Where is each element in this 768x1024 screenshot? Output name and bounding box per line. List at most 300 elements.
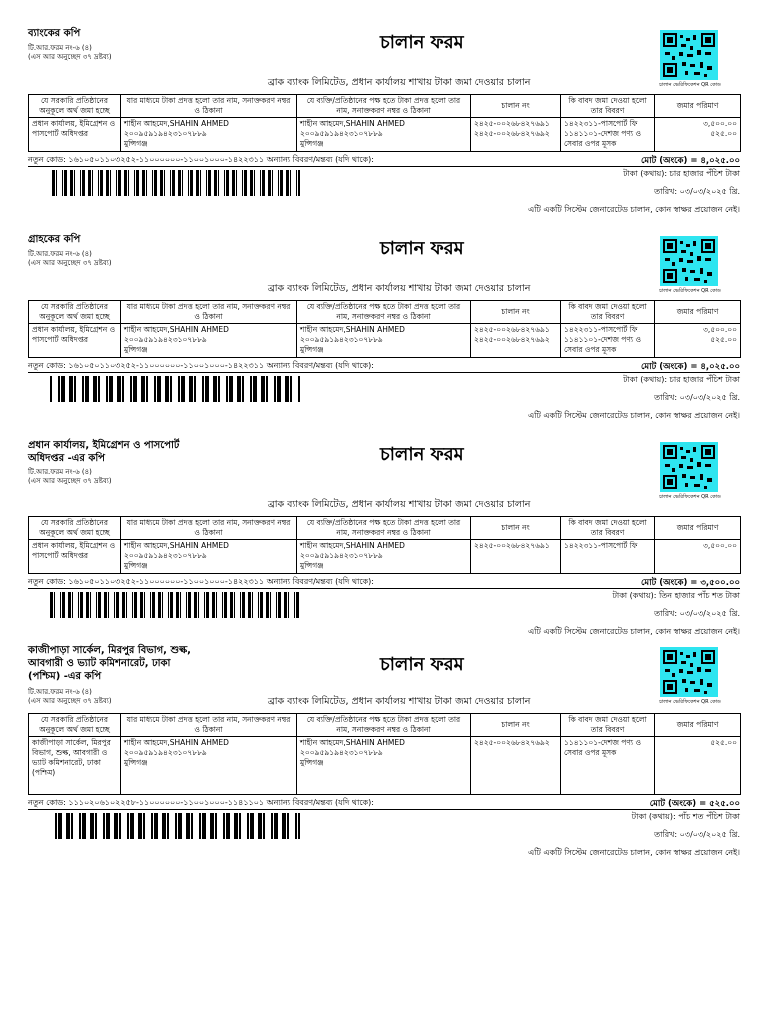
barcode-bar [208, 170, 211, 196]
barcode-bar [116, 592, 119, 618]
barcode-bar [151, 813, 153, 839]
barcode-bar [106, 170, 109, 196]
barcode-bar [61, 376, 65, 402]
form-rule: (এস আর অনুচ্ছেদ ৩৭ দ্রষ্টব্য) [28, 477, 112, 485]
barcode-bar [103, 813, 105, 839]
barcode-bar [298, 376, 300, 402]
header-purpose: কি বাবদ জমা দেওয়া হলো তার বিবরণ [561, 517, 655, 540]
barcode-bar [58, 813, 62, 839]
barcode-bar [188, 170, 189, 196]
qr-code-icon [660, 442, 718, 492]
cell-purpose: ১৪২২৩১১-পাসপোর্ট ফি ১১৪১১০১-দেশজ পণ্য ও সেবার ওপর মূসক [561, 118, 655, 152]
barcode-bar [50, 376, 52, 402]
barcode-bar [263, 813, 265, 839]
total-amount: মোট (অংকে) = ৪,০২৫.০০ [640, 156, 740, 166]
barcode-bar [114, 813, 118, 839]
challan-copy-section [0, 28, 768, 228]
barcode-bar [146, 170, 147, 196]
barcode-bar [250, 170, 253, 196]
challan-date: তারিখ: ০৩/০৩/২০২৫ খ্রি. [654, 830, 740, 839]
barcode-bar [296, 170, 297, 196]
header-behalf: যে ব্যক্তি/প্রতিষ্ঠানের পক্ষ হতে টাকা প্রদত্ত হলো তার নাম, সনাক্তকরণ নম্বর ও ঠিকানা [297, 301, 471, 324]
cell-challan-no: ২৪২৫-০০২৬৮৪২৭৬৯১ ২৪২৫-০০২৬৮৪২৭৬৯২ [471, 324, 561, 358]
barcode-bar [212, 592, 215, 618]
copy-label: আবগারী ও ভ্যাট কমিশনারেট, ঢাকা [28, 658, 171, 669]
cell-behalf: শাহীন আহমেদ,SHAHIN AHMED ২০০৯৫৯১৯৪২৩১০৭৮৮৯ মুন্সিগঞ্জ [297, 540, 471, 574]
barcode-bar [218, 170, 219, 196]
cell-office: প্রধান কার্যালয়, ইমিগ্রেশন ও পাসপোর্ট অধিদপ্তর [29, 324, 121, 358]
cell-amount: ৩,৫০০.০০ ৫২৫.০০ [655, 324, 741, 358]
barcode-bar [162, 592, 163, 618]
page-title: চালান ফরম [380, 654, 464, 675]
barcode-bar [242, 592, 245, 618]
table-row [29, 118, 741, 152]
barcode-bar [124, 170, 127, 196]
barcode-bar [214, 170, 217, 196]
barcode-bar [242, 376, 244, 402]
barcode-bar [154, 170, 157, 196]
barcode-bar [276, 592, 277, 618]
qr-pattern-icon [660, 442, 718, 492]
divider [28, 166, 740, 167]
barcode-bar [284, 592, 287, 618]
system-note: এটি একটি সিস্টেম জেনারেটেড চালান, কোন স্বাক্ষর প্রয়োজন নেই। [528, 205, 740, 214]
barcode-bar [178, 813, 182, 839]
divider [28, 588, 740, 589]
barcode-bar [106, 813, 110, 839]
barcode-bar [110, 170, 111, 196]
barcode-bar [95, 813, 97, 839]
header-purpose: কি বাবদ জমা দেওয়া হলো তার বিবরণ [561, 301, 655, 324]
barcode-bar [132, 592, 133, 618]
barcode-bar [52, 170, 55, 196]
barcode-bar [152, 592, 155, 618]
barcode-bar [194, 376, 196, 402]
challan-table [28, 516, 741, 574]
barcode-bar [64, 170, 67, 196]
cell-payer: শাহীন আহমেদ,SHAHIN AHMED ২০০৯৫৯১৯৪২৩১০৭৮৮৯ মুন্সিগঞ্জ [121, 540, 297, 574]
challan-date: তারিখ: ০৩/০৩/২০২৫ খ্রি. [654, 187, 740, 196]
barcode-bar [248, 592, 251, 618]
table-header-row [29, 95, 741, 118]
barcode-bar [234, 813, 238, 839]
barcode-bar [128, 170, 129, 196]
barcode-bar [80, 592, 83, 618]
barcode-bar [54, 592, 55, 618]
cell-challan-no: ২৪২৫-০০২৬৮৪২৭৬৯১ ২৪২৫-০০২৬৮৪২৭৬৯২ [471, 118, 561, 152]
barcode-bar [167, 813, 169, 839]
barcode-bar [226, 170, 229, 196]
cell-payer: শাহীন আহমেদ,SHAHIN AHMED ২০০৯৫৯১৯৪২৩১০৭৮৮৯ মুন্সিগঞ্জ [121, 324, 297, 358]
barcode-bar [82, 376, 84, 402]
barcode-bar [98, 170, 99, 196]
barcode-bar [253, 376, 257, 402]
cell-office: কাজীপাড়া সার্কেল, মিরপুর বিভাগ, শুল্ক, আবগারী ও ভ্যাট কমিশনারেট, ঢাকা (পশ্চিম) [29, 737, 121, 795]
barcode-bar [272, 170, 273, 196]
barcode-bar [88, 170, 91, 196]
barcode-bar [136, 170, 139, 196]
barcode-bar [274, 376, 276, 402]
barcode-bar [223, 813, 225, 839]
qr-label: চালান ভেরিফিকেশন QR কোড [659, 699, 721, 705]
barcode-bar [138, 813, 142, 839]
barcode-bar [286, 170, 289, 196]
barcode-bar [191, 813, 193, 839]
barcode-bar [157, 376, 161, 402]
barcode-bar [181, 376, 185, 402]
barcode-bar [252, 592, 253, 618]
barcode-bar [280, 170, 283, 196]
barcode-bar [165, 376, 169, 402]
barcode-bar [294, 592, 295, 618]
qr-code-icon [660, 30, 718, 80]
page-title: চালান ফরম [380, 238, 464, 259]
barcode-bar [106, 376, 108, 402]
cell-behalf: শাহীন আহমেদ,SHAHIN AHMED ২০০৯৫৯১৯৪২৩১০৭৮৮৯ মুন্সিগঞ্জ [297, 324, 471, 358]
challan-date: তারিখ: ০৩/০৩/২০২৫ খ্রি. [654, 393, 740, 402]
header-office: যে সরকারি প্রতিষ্ঠানের অনুকূলে অর্থ জমা হচ্ছে [29, 714, 121, 737]
challan-copy-section [0, 440, 768, 640]
total-amount: মোট (অংকে) = ৩,৫০০.০০ [640, 578, 740, 588]
form-rule: (এস আর অনুচ্ছেদ ৩৭ দ্রষ্টব্য) [28, 697, 112, 705]
barcode-bar [175, 813, 177, 839]
barcode-bar [90, 813, 94, 839]
table-row [29, 324, 741, 358]
form-number: টি.আর.ফরম নং-৬ (৪) [28, 468, 92, 476]
barcode-bar [224, 170, 225, 196]
page-title: চালান ফরম [380, 444, 464, 465]
barcode-bar [114, 592, 115, 618]
cell-payer: শাহীন আহমেদ,SHAHIN AHMED ২০০৯৫৯১৯৪২৩১০৭৮৮৯ মুন্সিগঞ্জ [121, 737, 297, 795]
barcode-bar [116, 170, 117, 196]
barcode-bar [232, 170, 235, 196]
amount-in-words: টাকা (কথায়): পাঁচ শত পঁচিশ টাকা [631, 812, 740, 821]
header-office: যে সরকারি প্রতিষ্ঠানের অনুকূলে অর্থ জমা হচ্ছে [29, 95, 121, 118]
barcode-bar [270, 592, 271, 618]
table-header-row [29, 714, 741, 737]
barcode-bar [170, 170, 171, 196]
barcode-icon [50, 592, 300, 618]
barcode-bar [200, 170, 201, 196]
barcode-bar [202, 376, 204, 402]
barcode-bar [237, 376, 241, 402]
barcode-bar [170, 376, 172, 402]
barcode-bar [244, 170, 247, 196]
cell-amount: ৩,৫০০.০০ [655, 540, 741, 574]
copy-label: কাজীপাড়া সার্কেল, মিরপুর বিভাগ, শুল্ক, [28, 645, 191, 656]
barcode-bar [150, 592, 151, 618]
qr-code-icon [660, 236, 718, 286]
cell-purpose: ১৪২২৩১১-পাসপোর্ট ফি [561, 540, 655, 574]
bank-line: ব্রাক ব্যাংক লিমিটেড, প্রধান কার্যালয় শাখায় টাকা জমা দেওয়ার চালান [268, 283, 531, 294]
qr-label: চালান ভেরিফিকেশন QR কোড [659, 82, 721, 88]
barcode-bar [134, 592, 137, 618]
header-amount: জমার পরিমাণ [655, 714, 741, 737]
barcode-bar [158, 592, 161, 618]
header-office: যে সরকারি প্রতিষ্ঠানের অনুকূলে অর্থ জমা হচ্ছে [29, 301, 121, 324]
total-amount: মোট (অংকে) = ৫২৫.০০ [649, 799, 740, 809]
barcode-bar [178, 170, 181, 196]
header-behalf: যে ব্যক্তি/প্রতিষ্ঠানের পক্ষ হতে টাকা প্রদত্ত হলো তার নাম, সনাক্তকরণ নম্বর ও ঠিকানা [297, 714, 471, 737]
barcode-bar [215, 813, 217, 839]
total-amount: মোট (অংকে) = ৪,০২৫.০০ [640, 362, 740, 372]
barcode-bar [90, 592, 91, 618]
barcode-bar [242, 170, 243, 196]
bank-line: ব্রাক ব্যাংক লিমিটেড, প্রধান কার্যালয় শাখায় টাকা জমা দেওয়ার চালান [268, 696, 531, 707]
barcode-bar [144, 592, 145, 618]
header-challan-no: চালান নং [471, 517, 561, 540]
barcode-bar [247, 813, 249, 839]
barcode-bar [266, 592, 269, 618]
barcode-bar [176, 592, 179, 618]
barcode-bar [277, 376, 281, 402]
qr-pattern-icon [660, 647, 718, 697]
barcode-bar [119, 813, 121, 839]
barcode-bar [117, 376, 121, 402]
system-note: এটি একটি সিস্টেম জেনারেটেড চালান, কোন স্বাক্ষর প্রয়োজন নেই। [528, 627, 740, 636]
barcode-bar [62, 592, 65, 618]
form-rule: (এস আর অনুচ্ছেদ ৩৭ দ্রষ্টব্য) [28, 259, 112, 267]
barcode-bar [122, 376, 124, 402]
barcode-bar [260, 170, 261, 196]
code-line: নতুন কোড: ১৬১০৫০১১০৩২৫২-১১০০০০০০-১১০০১০০০-১৪২২৩১১ অন্যান্য বিবরণ/মন্তব্য (যদি থাকে): [28, 577, 374, 586]
barcode-bar [70, 170, 73, 196]
form-rule: (এস আর অনুচ্ছেদ ৩৭ দ্রষ্টব্য) [28, 53, 112, 61]
barcode-bar [282, 813, 286, 839]
cell-office: প্রধান কার্যালয়, ইমিগ্রেশন ও পাসপোর্ট অধিদপ্তর [29, 540, 121, 574]
header-amount: জমার পরিমাণ [655, 301, 741, 324]
challan-table [28, 713, 741, 795]
cell-payer: শাহীন আহমেদ,SHAHIN AHMED ২০০৯৫৯১৯৪২৩১০৭৮৮৯ মুন্সিগঞ্জ [121, 118, 297, 152]
barcode-bar [224, 592, 227, 618]
barcode-bar [182, 170, 183, 196]
barcode-bar [104, 592, 107, 618]
amount-in-words: টাকা (কথায়): চার হাজার পঁচিশ টাকা [623, 375, 740, 384]
barcode-bar [278, 170, 279, 196]
qr-pattern-icon [660, 236, 718, 286]
barcode-bar [82, 170, 85, 196]
barcode-icon [50, 813, 300, 839]
barcode-bar [109, 376, 113, 402]
cell-purpose: ১১৪১১০১-দেশজ পণ্য ও সেবার ওপর মূসক [561, 737, 655, 795]
barcode-bar [58, 376, 60, 402]
barcode-bar [55, 813, 57, 839]
barcode-bar [152, 170, 153, 196]
qr-code-icon [660, 647, 718, 697]
barcode-bar [218, 376, 220, 402]
barcode-bar [226, 376, 228, 402]
barcode-bar [288, 592, 289, 618]
form-number: টি.আর.ফরম নং-৬ (৪) [28, 688, 92, 696]
challan-copy-section [0, 645, 768, 857]
header-behalf: যে ব্যক্তি/প্রতিষ্ঠানের পক্ষ হতে টাকা প্রদত্ত হলো তার নাম, সনাক্তকরণ নম্বর ও ঠিকানা [297, 95, 471, 118]
barcode-bar [206, 592, 209, 618]
barcode-bar [71, 813, 73, 839]
barcode-bar [216, 592, 217, 618]
barcode-bar [234, 592, 235, 618]
challan-copy-section [0, 234, 768, 434]
barcode-bar [250, 376, 252, 402]
barcode-bar [162, 813, 166, 839]
form-number: টি.আর.ফরম নং-৬ (৪) [28, 250, 92, 258]
header-payer: যার মাধ্যমে টাকা প্রদত্ত হলো তার নাম, সনাক্তকরণ নম্বর ও ঠিকানা [121, 517, 297, 540]
qr-pattern-icon [660, 30, 718, 80]
barcode-bar [262, 170, 265, 196]
header-purpose: কি বাবদ জমা দেওয়া হলো তার বিবরণ [561, 95, 655, 118]
barcode-bar [50, 592, 53, 618]
cell-challan-no: ২৪২৫-০০২৬৮৪২৭৬৯১ [471, 540, 561, 574]
barcode-bar [206, 170, 207, 196]
barcode-bar [74, 170, 75, 196]
cell-challan-no: ২৪২৫-০০২৬৮৪২৭৬৯২ [471, 737, 561, 795]
divider [28, 809, 740, 810]
barcode-icon [50, 376, 300, 402]
barcode-bar [80, 170, 81, 196]
header-amount: জমার পরিমাণ [655, 517, 741, 540]
barcode-bar [66, 813, 70, 839]
barcode-bar [74, 376, 76, 402]
barcode-bar [100, 170, 103, 196]
code-line: নতুন কোড: ১৬১০৫০১১০৩২৫২-১১০০০০০০-১১০০১০০০-১৪২২৩১১ অন্যান্য বিবরণ/মন্তব্য (যদি থাকে): [28, 361, 374, 370]
barcode-bar [202, 813, 206, 839]
barcode-bar [72, 592, 73, 618]
barcode-bar [98, 376, 100, 402]
barcode-bar [142, 170, 145, 196]
barcode-bar [85, 376, 89, 402]
qr-label: চালান ভেরিফিকেশন QR কোড [659, 494, 721, 500]
barcode-bar [230, 592, 233, 618]
header-purpose: কি বাবদ জমা দেওয়া হলো তার বিবরণ [561, 714, 655, 737]
amount-in-words: টাকা (কথায়): তিন হাজার পাঁচ শত টাকা [612, 591, 740, 600]
barcode-bar [229, 376, 233, 402]
barcode-bar [126, 592, 127, 618]
code-line: নতুন কোড: ১৬১০৫০১১০৩২৫২-১১০০০০০০-১১০০১০০০-১৪২২৩১১ অন্যান্য বিবরণ/মন্তব্য (যদি থাকে): [28, 155, 374, 164]
barcode-bar [60, 592, 61, 618]
barcode-bar [258, 813, 262, 839]
barcode-bar [298, 170, 300, 196]
barcode-bar [261, 376, 265, 402]
amount-in-words: টাকা (কথায়): চার হাজার পঁচিশ টাকা [623, 169, 740, 178]
header-amount: জমার পরিমাণ [655, 95, 741, 118]
barcode-bar [274, 813, 278, 839]
bank-line: ব্রাক ব্যাংক লিমিটেড, প্রধান কার্যালয় শাখায় টাকা জমা দেওয়ার চালান [268, 77, 531, 88]
form-number: টি.আর.ফরম নং-৬ (৪) [28, 44, 92, 52]
barcode-bar [56, 170, 57, 196]
barcode-bar [86, 592, 89, 618]
challan-date: তারিখ: ০৩/০৩/২০২৫ খ্রি. [654, 609, 740, 618]
challan-table [28, 94, 741, 152]
barcode-bar [260, 592, 263, 618]
barcode-bar [240, 592, 241, 618]
barcode-bar [130, 813, 134, 839]
barcode-bar [170, 592, 173, 618]
header-payer: যার মাধ্যমে টাকা প্রদত্ত হলো তার নাম, সনাক্তকরণ নম্বর ও ঠিকানা [121, 95, 297, 118]
table-row [29, 737, 741, 795]
copy-label: ব্যাংকের কপি [28, 28, 81, 39]
cell-amount: ৩,৫০০.০০ ৫২৫.০০ [655, 118, 741, 152]
barcode-bar [186, 813, 190, 839]
barcode-bar [93, 376, 97, 402]
barcode-bar [194, 592, 197, 618]
barcode-bar [96, 592, 97, 618]
barcode-bar [266, 376, 268, 402]
barcode-bar [205, 376, 209, 402]
barcode-bar [285, 376, 289, 402]
barcode-bar [68, 592, 71, 618]
header-payer: যার মাধ্যমে টাকা প্রদত্ত হলো তার নাম, সনাক্তকরণ নম্বর ও ঠিকানা [121, 714, 297, 737]
barcode-bar [141, 376, 145, 402]
header-behalf: যে ব্যক্তি/প্রতিষ্ঠানের পক্ষ হতে টাকা প্রদত্ত হলো তার নাম, সনাক্তকরণ নম্বর ও ঠিকানা [297, 517, 471, 540]
barcode-bar [250, 813, 254, 839]
barcode-bar [196, 170, 199, 196]
table-header-row [29, 517, 741, 540]
barcode-bar [79, 813, 81, 839]
barcode-bar [189, 376, 193, 402]
barcode-bar [82, 813, 86, 839]
barcode-bar [198, 592, 199, 618]
barcode-bar [118, 170, 121, 196]
barcode-bar [254, 170, 255, 196]
barcode-bar [199, 813, 201, 839]
barcode-bar [271, 813, 273, 839]
cell-behalf: শাহীন আহমেদ,SHAHIN AHMED ২০০৯৫৯১৯৪২৩১০৭৮৮৯ মুন্সিগঞ্জ [297, 118, 471, 152]
barcode-bar [146, 376, 148, 402]
system-note: এটি একটি সিস্টেম জেনারেটেড চালান, কোন স্বাক্ষর প্রয়োজন নেই। [528, 848, 740, 857]
barcode-bar [296, 592, 299, 618]
barcode-bar [140, 592, 143, 618]
barcode-bar [236, 170, 237, 196]
header-payer: যার মাধ্যমে টাকা প্রদত্ত হলো তার নাম, সনাক্তকরণ নম্বর ও ঠিকানা [121, 301, 297, 324]
page-title: চালান ফরম [380, 32, 464, 53]
system-note: এটি একটি সিস্টেম জেনারেটেড চালান, কোন স্বাক্ষর প্রয়োজন নেই। [528, 411, 740, 420]
code-line: নতুন কোড: ১১১০২০৬১০২২৫৮-১১০০০০০০-১১০০১০০০-১১৪১১০১ অন্যান্য বিবরণ/মন্তব্য (যদি থাকে): [28, 798, 374, 807]
barcode-bar [295, 813, 297, 839]
barcode-icon [50, 170, 300, 196]
barcode-bar [108, 592, 109, 618]
barcode-bar [204, 592, 205, 618]
barcode-bar [287, 813, 289, 839]
barcode-bar [164, 170, 165, 196]
barcode-bar [268, 170, 271, 196]
table-header-row [29, 301, 741, 324]
barcode-bar [98, 592, 101, 618]
bank-line: ব্রাক ব্যাংক লিমিটেড, প্রধান কার্যালয় শাখায় টাকা জমা দেওয়ার চালান [268, 499, 531, 510]
barcode-bar [130, 376, 132, 402]
barcode-bar [213, 376, 217, 402]
barcode-bar [178, 376, 180, 402]
barcode-bar [190, 170, 193, 196]
header-challan-no: চালান নং [471, 301, 561, 324]
barcode-bar [180, 592, 181, 618]
barcode-bar [222, 592, 223, 618]
barcode-bar [258, 592, 259, 618]
barcode-bar [226, 813, 230, 839]
barcode-bar [186, 592, 187, 618]
barcode-bar [298, 813, 300, 839]
header-challan-no: চালান নং [471, 714, 561, 737]
barcode-bar [290, 170, 291, 196]
barcode-bar [133, 376, 137, 402]
barcode-bar [134, 170, 135, 196]
cell-office: প্রধান কার্যালয়, ইমিগ্রেশন ও পাসপোর্ট অধিদপ্তর [29, 118, 121, 152]
barcode-bar [127, 813, 129, 839]
cell-behalf: শাহীন আহমেদ,SHAHIN AHMED ২০০৯৫৯১৯৪২৩১০৭৮৮৯ মুন্সিগঞ্জ [297, 737, 471, 795]
divider [28, 372, 740, 373]
copy-label: গ্রাহকের কপি [28, 234, 81, 245]
barcode-bar [69, 376, 73, 402]
barcode-bar [122, 592, 125, 618]
barcode-bar [210, 813, 214, 839]
